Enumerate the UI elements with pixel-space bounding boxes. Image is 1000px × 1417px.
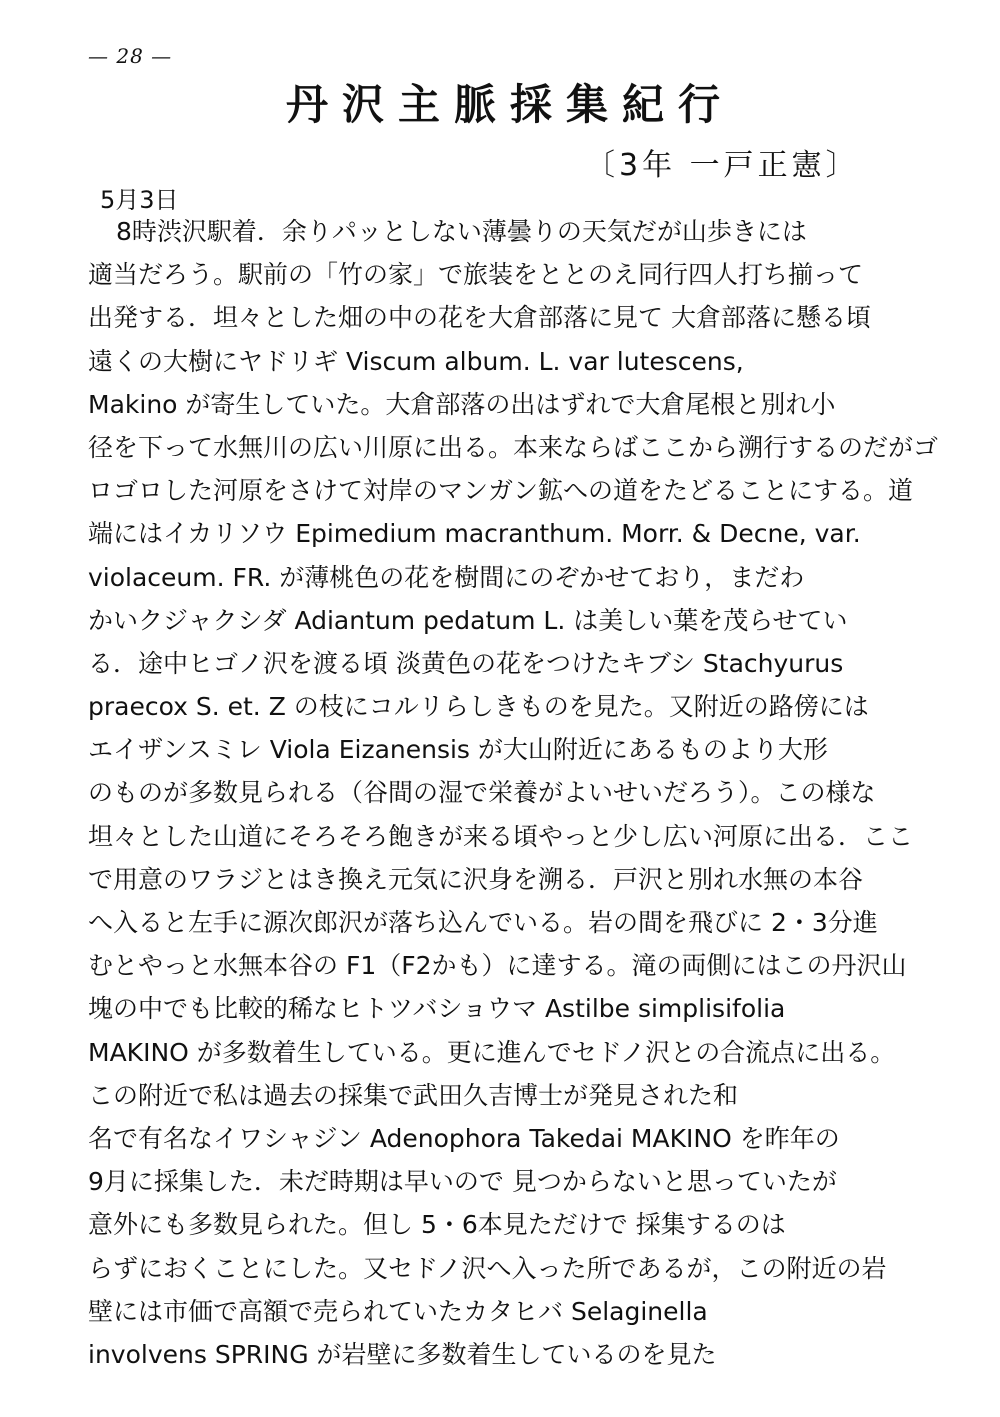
entry-date: 5月3日	[100, 186, 179, 214]
body-text	[88, 210, 938, 1376]
text-line: 意外にも多数見られた。但し 5・6本見ただけで 採集するのは	[88, 1210, 786, 1240]
text-line: 名で有名なイワシャジン Adenophora Takedai MAKINO を昨年の	[88, 1123, 840, 1153]
document-title: 丹沢主脈採集紀行	[285, 80, 734, 129]
text-line: 塊の中でも比較的稀なヒトツバショウマ Astilbe simplisifolia	[88, 994, 786, 1024]
text-line: 適当だろう。駅前の「竹の家」で旅装をととのえ同行四人打ち揃って	[88, 260, 864, 290]
author-label: 〔3年 一戸正憲〕	[585, 148, 860, 183]
text-line: エイザンスミレ Viola Eizanensis が大山附近にあるものより大形	[88, 735, 828, 765]
text-line: らずにおくことにした。又セドノ沢へ入った所であるが，この附近の岩	[88, 1253, 887, 1283]
text-line: involvens SPRING が岩壁に多数着生しているのを見た	[88, 1339, 717, 1369]
text-line: praecox S. et. Z の枝にコルリらしきものを見た。又附近の路傍には	[88, 692, 869, 722]
text-line: Makino が寄生していた。大倉部落の出はずれで大倉尾根と別れ小	[88, 389, 836, 419]
text-line: 坦々とした山道にそろそろ飽きが来る頃やっと少し広い河原に出る．ここ	[88, 821, 914, 851]
text-line: violaceum. FR. が薄桃色の花を樹間にのぞかせており，まだわ	[88, 562, 805, 592]
page-number: — 28 —	[88, 44, 173, 68]
text-line: のものが多数見られる（谷間の湿で栄養がよいせいだろう）。この様な	[88, 778, 876, 808]
text-line: へ入ると左手に源次郎沢が落ち込んでいる。岩の間を飛びに 2・3分進	[88, 908, 878, 937]
text-line: この附近で私は過去の採集で武田久吉博士が発見された和	[88, 1080, 739, 1110]
text-line: る．途中ヒゴノ沢を渡る頃 淡黄色の花をつけたキブシ Stachyurus	[88, 648, 844, 678]
text-line: 出発する．坦々とした畑の中の花を大倉部落に見て 大倉部落に懸る頃	[88, 303, 871, 333]
text-line: ロゴロした河原をさけて対岸のマンガン鉱への道をたどることにする。道	[88, 476, 914, 506]
text-line: 遠くの大樹にヤドリギ Viscum album. L. var lutescens,	[88, 346, 744, 376]
text-line: 端にはイカリソウ Epimedium macranthum. Morr. & Decne, var.	[88, 519, 861, 549]
text-line: 9月に採集した．未だ時期は早いので 見つからないと思っていたが	[88, 1167, 837, 1197]
text-line: 径を下って水無川の広い川原に出る。本来ならばここから溯行するのだがゴ	[88, 432, 938, 462]
text-line: かいクジャクシダ Adiantum pedatum L. は美しい葉を茂らせてい	[88, 605, 848, 635]
text-line: むとやっと水無本谷の F1（F2かも）に達する。滝の両側にはこの丹沢山	[88, 951, 907, 981]
text-line: で用意のワラジとはき換え元気に沢身を溯る．戸沢と別れ水無の本谷	[88, 864, 864, 894]
text-line: 8時渋沢駅着．余りパッとしない薄曇りの天気だが山歩きには	[116, 217, 807, 246]
text-line: MAKINO が多数着生している。更に進んでセドノ沢との合流点に出る。	[88, 1037, 896, 1067]
text-line: 壁には市価で高額で売られていたカタヒバ Selaginella	[88, 1296, 708, 1326]
